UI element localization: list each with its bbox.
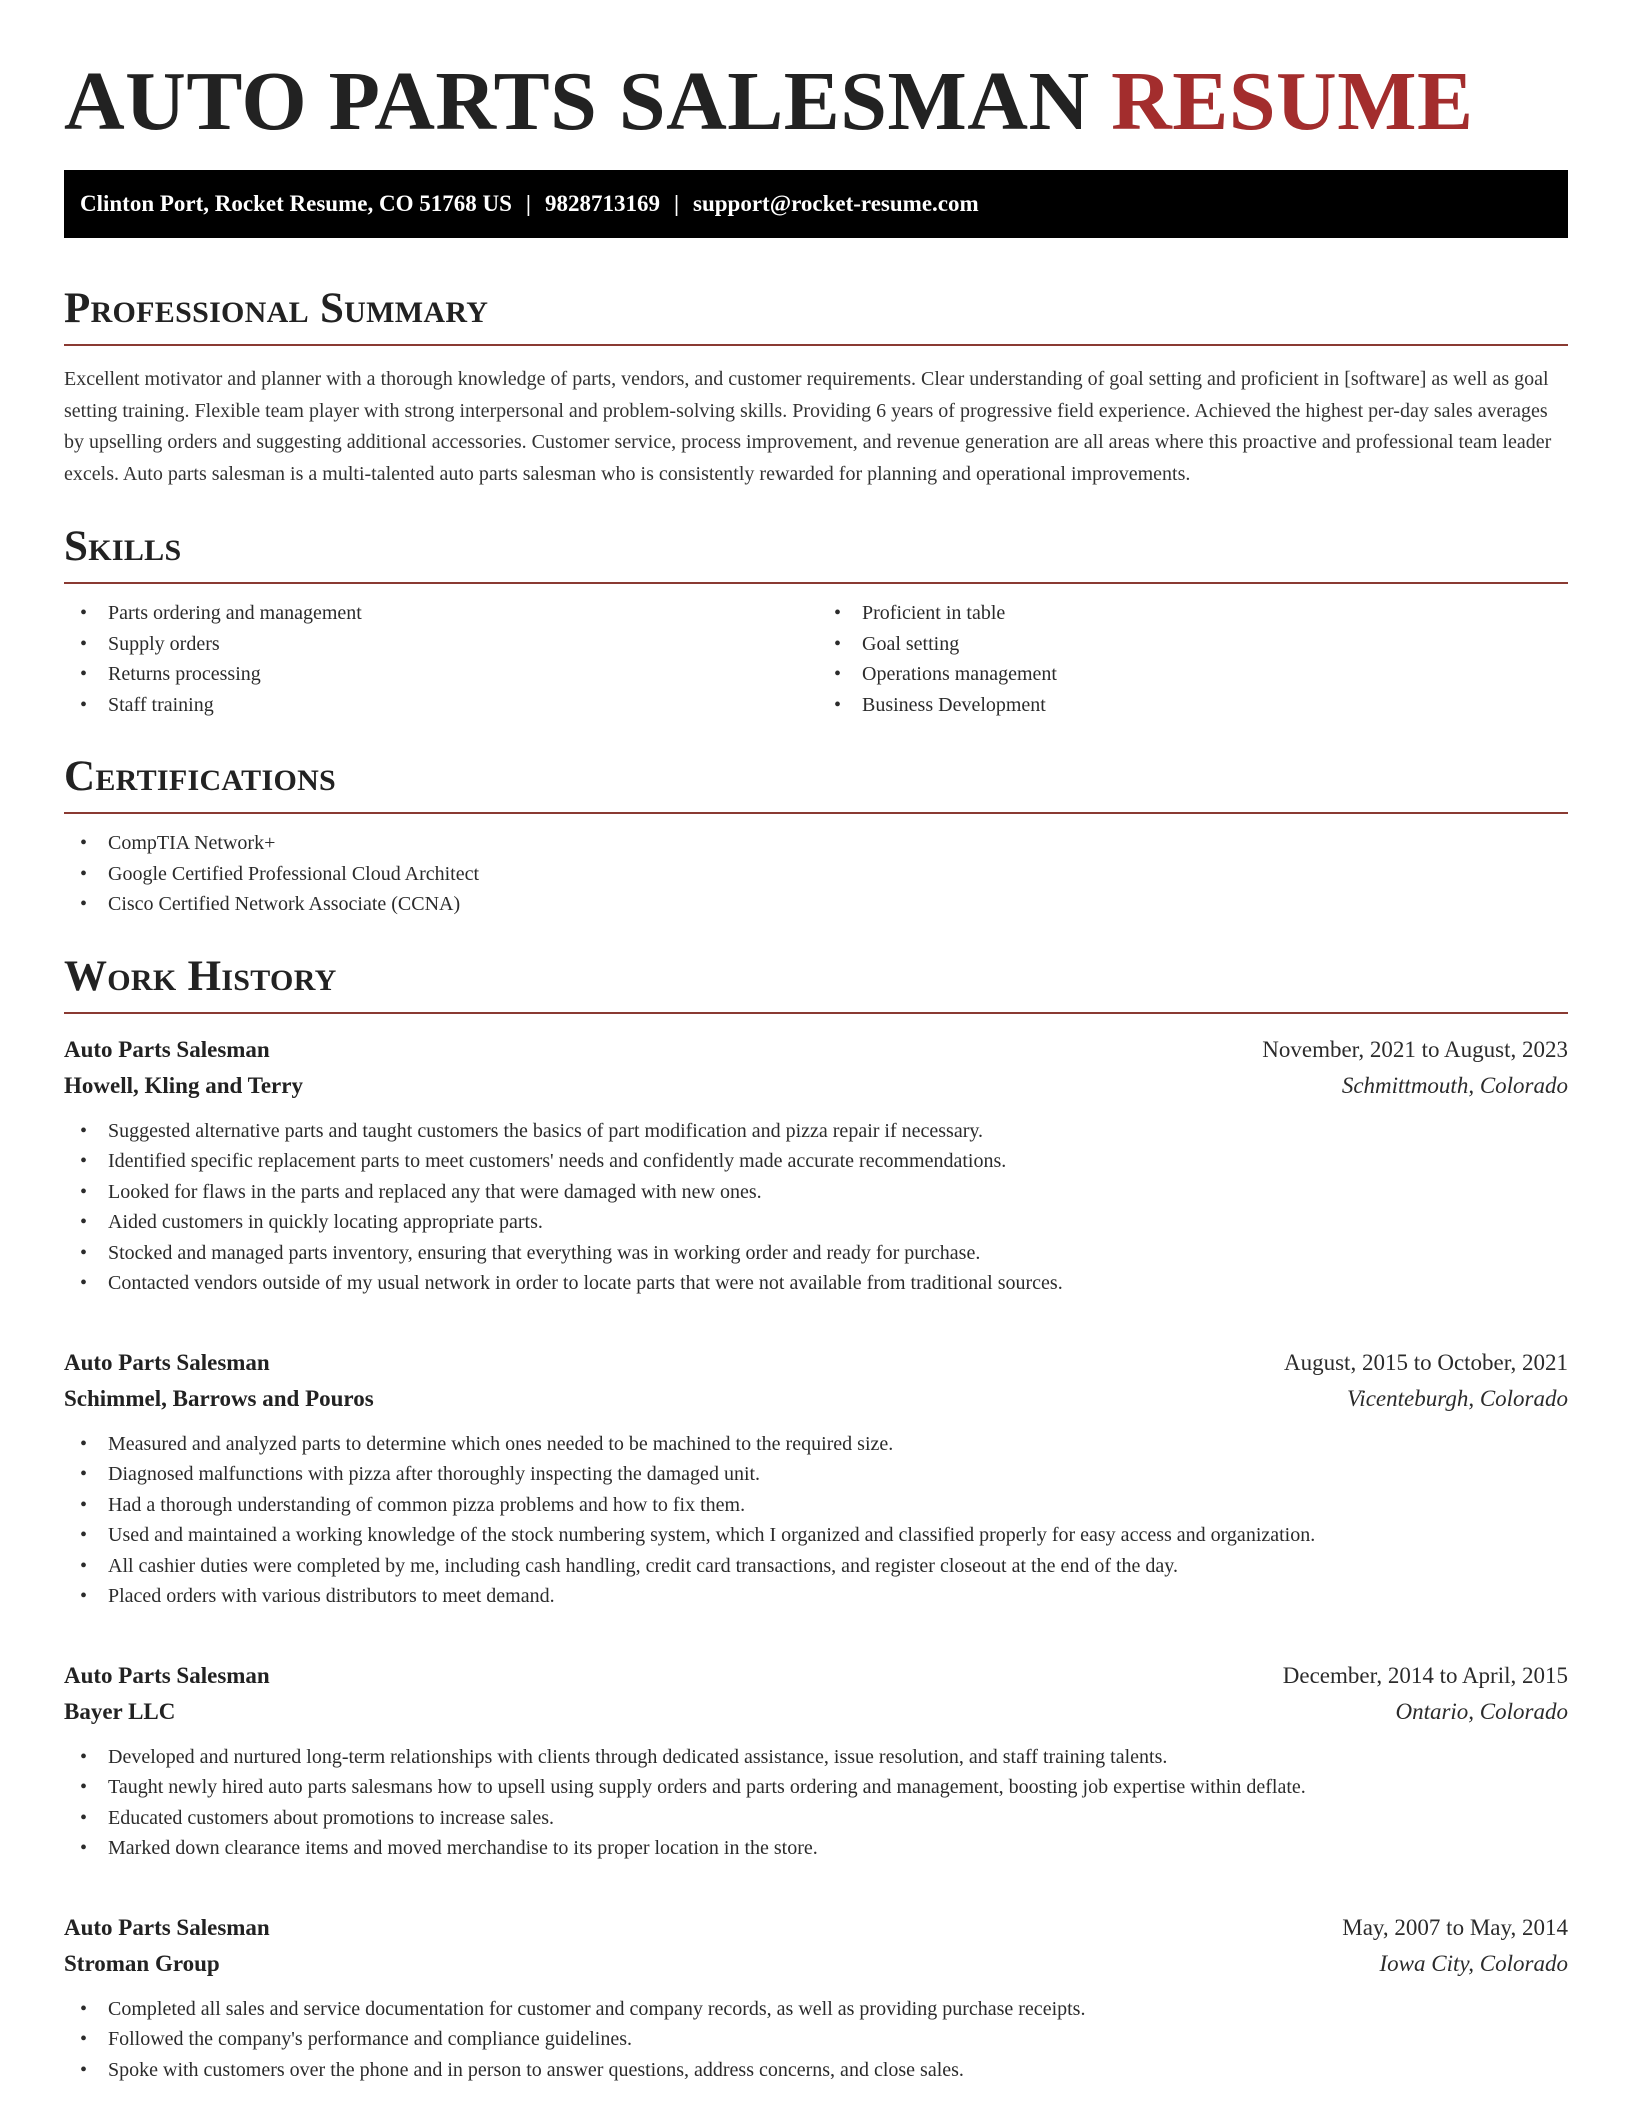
job-dates: November, 2021 to August, 2023 [1262, 1036, 1568, 1062]
contact-separator: | [525, 191, 531, 216]
job-company: Bayer LLC [64, 1698, 176, 1724]
job-duties-list [64, 1116, 1568, 1299]
skill-item: • Parts ordering and management [64, 598, 814, 629]
skill-item: • Returns processing [64, 659, 814, 690]
job-duty: • Diagnosed malfunctions with pizza after thoroughly inspecting the damaged unit. [64, 1459, 1568, 1490]
job-duty: • Placed orders with various distributors to meet demand. [64, 1581, 1568, 1612]
job-entry [64, 1658, 1568, 1864]
contact-email[interactable]: support@rocket-resume.com [693, 191, 979, 216]
job-duties-list [64, 1742, 1568, 1864]
job-duty: • Developed and nurtured long-term relationships with clients through dedicated assistance, issue resolution, and staff training talents. [64, 1742, 1568, 1773]
certification-item: • CompTIA Network+ [64, 828, 1568, 859]
skills-heading: Skills [64, 523, 182, 570]
job-location: Ontario, Colorado [1395, 1698, 1568, 1724]
job-dates: May, 2007 to May, 2014 [1342, 1914, 1568, 1940]
work-history-section [64, 950, 1568, 2086]
job-duty: • Aided customers in quickly locating appropriate parts. [64, 1207, 1568, 1238]
certification-item: • Cisco Certified Network Associate (CCNA) [64, 889, 1568, 920]
job-entry [64, 1345, 1568, 1612]
skills-section [64, 520, 1568, 720]
job-duty: • All cashier duties were completed by me, including cash handling, credit card transactions, and register closeout at the end of the day. [64, 1551, 1568, 1582]
job-duty: • Completed all sales and service documentation for customer and company records, as well as providing purchase receipts. [64, 1994, 1568, 2025]
job-dates: August, 2015 to October, 2021 [1284, 1349, 1568, 1375]
job-duty: • Contacted vendors outside of my usual network in order to locate parts that were not available from traditional sources. [64, 1268, 1568, 1299]
certifications-heading: Certifications [64, 753, 337, 800]
skills-list-right [814, 598, 1568, 720]
resume-title [64, 0, 1568, 146]
contact-bar [64, 170, 1568, 238]
skill-item: • Supply orders [64, 629, 814, 660]
certification-item: • Google Certified Professional Cloud Architect [64, 859, 1568, 890]
job-company: Schimmel, Barrows and Pouros [64, 1385, 374, 1411]
job-duties-list [64, 1994, 1568, 2086]
job-role: Auto Parts Salesman [64, 1914, 270, 1940]
job-duty: • Looked for flaws in the parts and replaced any that were damaged with new ones. [64, 1177, 1568, 1208]
section-divider [64, 344, 1568, 346]
job-company: Stroman Group [64, 1950, 220, 1976]
job-role: Auto Parts Salesman [64, 1349, 270, 1375]
skill-item: • Business Development [818, 690, 1568, 721]
skills-grid [64, 584, 1568, 720]
certifications-list [64, 828, 1568, 920]
job-role: Auto Parts Salesman [64, 1036, 270, 1062]
summary-text: Excellent motivator and planner with a thorough knowledge of parts, vendors, and customer requirements. Clear understanding of goal setting and proficient in [software] as well as goal setting training. Flexible team player with strong interpersonal and problem-solving skills. Providing 6 years of progressive field experience. Achieved the highest per-day sales averages by upselling orders and suggesting additional accessories. Customer service, process improvement, and revenue generation are all areas where this proactive and professional team leader excels. Auto parts salesman is a multi-talented auto parts salesman who is consistently rewarded for planning and operational improvements. [64, 368, 1552, 485]
skill-item: • Goal setting [818, 629, 1568, 660]
job-entry [64, 1910, 1568, 2086]
job-duty: • Stocked and managed parts inventory, ensuring that everything was in working order and ready for purchase. [64, 1238, 1568, 1269]
skills-list-left [64, 598, 814, 720]
job-duty: • Used and maintained a working knowledge of the stock numbering system, which I organized and classified properly for easy access and organization. [64, 1520, 1568, 1551]
contact-separator: | [673, 191, 680, 216]
job-duties-list [64, 1429, 1568, 1612]
summary-heading: Professional Summary [64, 285, 489, 332]
skill-item: • Staff training [64, 690, 814, 721]
job-dates: December, 2014 to April, 2015 [1282, 1662, 1568, 1688]
contact-address: Clinton Port, Rocket Resume, CO 51768 US [80, 191, 512, 216]
job-company: Howell, Kling and Terry [64, 1072, 303, 1098]
job-duty: • Educated customers about promotions to increase sales. [64, 1803, 1568, 1834]
job-duty: • Spoke with customers over the phone and in person to answer questions, address concerns, and close sales. [64, 2055, 1568, 2086]
job-duty: • Had a thorough understanding of common pizza problems and how to fix them. [64, 1490, 1568, 1521]
job-location: Iowa City, Colorado [1379, 1950, 1568, 1976]
job-entry [64, 1032, 1568, 1299]
job-duty: • Marked down clearance items and moved merchandise to its proper location in the store. [64, 1833, 1568, 1864]
work-history-heading: Work History [64, 952, 337, 1000]
title-accent: RESUME [1111, 55, 1474, 148]
section-divider [64, 1012, 1568, 1014]
job-duty: • Followed the company's performance and compliance guidelines. [64, 2024, 1568, 2055]
job-duty: • Measured and analyzed parts to determine which ones needed to be machined to the required size. [64, 1429, 1568, 1460]
job-location: Vicenteburgh, Colorado [1346, 1385, 1568, 1411]
skill-item: • Proficient in table [818, 598, 1568, 629]
title-main: AUTO PARTS SALESMAN [64, 55, 1090, 148]
section-divider [64, 812, 1568, 814]
resume-page [64, 0, 1568, 2085]
job-duty: • Identified specific replacement parts to meet customers' needs and confidently made accurate recommendations. [64, 1146, 1568, 1177]
job-duty: • Taught newly hired auto parts salesmans how to upsell using supply orders and parts ordering and management, boosting job expertise within deflate. [64, 1772, 1568, 1803]
job-duty: • Suggested alternative parts and taught customers the basics of part modification and pizza repair if necessary. [64, 1116, 1568, 1147]
skill-item: • Operations management [818, 659, 1568, 690]
certifications-section [64, 750, 1568, 920]
job-role: Auto Parts Salesman [64, 1662, 270, 1688]
summary-section [64, 282, 1568, 490]
job-location: Schmittmouth, Colorado [1341, 1072, 1568, 1098]
contact-phone: 9828713169 [544, 191, 660, 216]
